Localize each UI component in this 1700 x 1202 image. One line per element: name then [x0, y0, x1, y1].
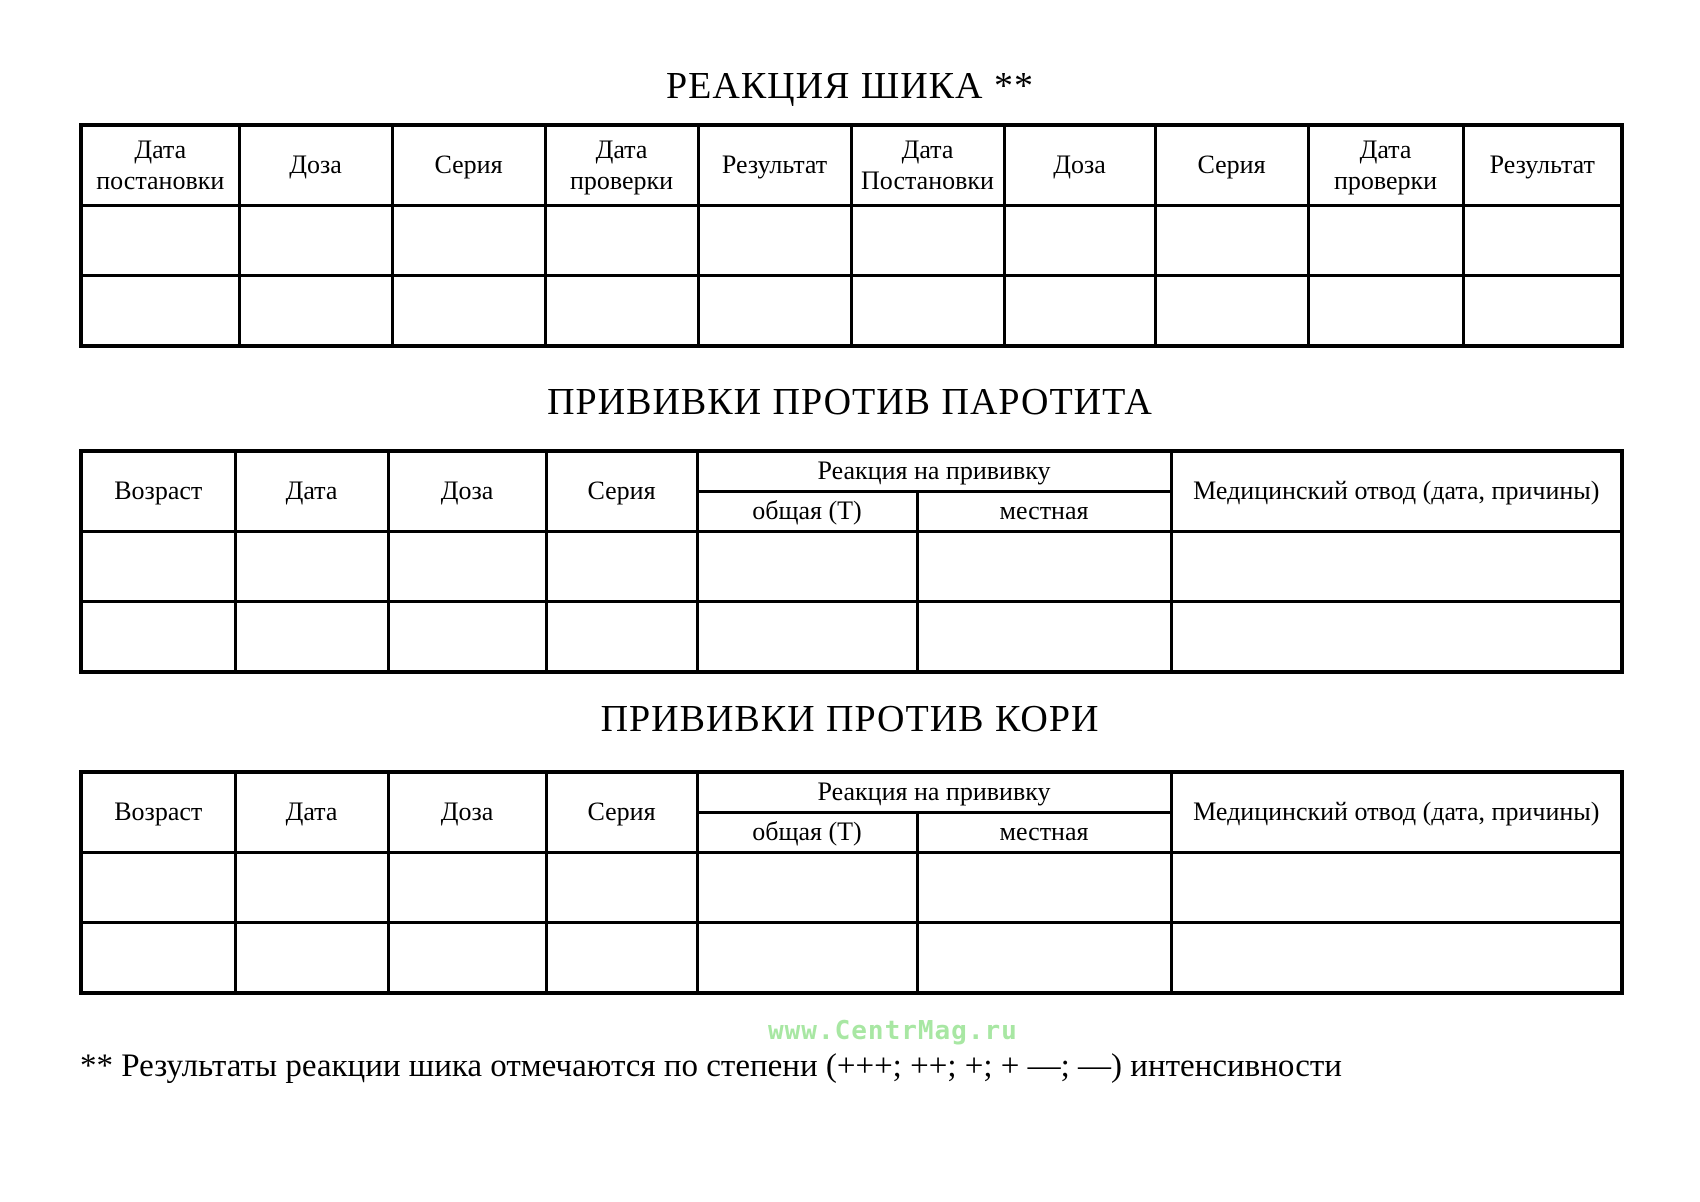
empty-cell — [392, 205, 545, 275]
empty-cell — [235, 922, 388, 993]
empty-cell — [392, 275, 545, 346]
empty-cell — [1155, 205, 1308, 275]
empty-cell — [1171, 601, 1622, 672]
shick-reaction-table — [79, 123, 1624, 348]
header-age: Возраст — [81, 772, 235, 852]
table-row — [81, 275, 1622, 346]
empty-cell — [917, 922, 1171, 993]
header-date-check-1: Дата проверки — [545, 125, 698, 205]
empty-cell — [239, 205, 392, 275]
header-reaction-group: Реакция на прививку — [697, 451, 1171, 491]
mumps-vaccination-table — [79, 449, 1624, 674]
header-date: Дата — [235, 451, 388, 531]
header-row — [81, 451, 1622, 491]
empty-cell — [1004, 275, 1155, 346]
header-reaction-local: местная — [917, 491, 1171, 531]
empty-cell — [388, 601, 546, 672]
empty-cell — [917, 852, 1171, 922]
empty-cell — [697, 531, 917, 601]
empty-cell — [851, 275, 1004, 346]
header-result-1: Результат — [698, 125, 851, 205]
empty-cell — [81, 852, 235, 922]
empty-cell — [1171, 922, 1622, 993]
empty-cell — [546, 531, 697, 601]
header-row — [81, 125, 1622, 205]
empty-cell — [81, 205, 239, 275]
empty-cell — [1155, 275, 1308, 346]
empty-cell — [697, 601, 917, 672]
measles-vaccination-table — [79, 770, 1624, 995]
empty-cell — [1308, 275, 1463, 346]
empty-cell — [81, 531, 235, 601]
empty-cell — [388, 852, 546, 922]
empty-cell — [545, 205, 698, 275]
empty-cell — [81, 275, 239, 346]
header-date-set-2: Дата Постановки — [851, 125, 1004, 205]
header-date-set-1: Дата постановки — [81, 125, 239, 205]
empty-cell — [698, 205, 851, 275]
mumps-vaccination-title: ПРИВИВКИ ПРОТИВ ПАРОТИТА — [547, 381, 1153, 423]
header-series: Серия — [546, 772, 697, 852]
header-dose-1: Доза — [239, 125, 392, 205]
empty-cell — [546, 852, 697, 922]
header-date-check-2: Дата проверки — [1308, 125, 1463, 205]
empty-cell — [81, 922, 235, 993]
empty-cell — [545, 275, 698, 346]
empty-cell — [1171, 852, 1622, 922]
header-age: Возраст — [81, 451, 235, 531]
empty-cell — [81, 601, 235, 672]
header-med-exemption: Медицинский отвод (дата, причины) — [1171, 451, 1622, 531]
header-reaction-general: общая (Т) — [697, 491, 917, 531]
empty-cell — [697, 922, 917, 993]
header-dose: Доза — [388, 772, 546, 852]
empty-cell — [1463, 205, 1622, 275]
empty-cell — [388, 531, 546, 601]
empty-cell — [1004, 205, 1155, 275]
table-row — [81, 205, 1622, 275]
table-row — [81, 852, 1622, 922]
header-series-1: Серия — [392, 125, 545, 205]
header-series-2: Серия — [1155, 125, 1308, 205]
empty-cell — [851, 205, 1004, 275]
empty-cell — [235, 601, 388, 672]
empty-cell — [388, 922, 546, 993]
table-row — [81, 922, 1622, 993]
empty-cell — [917, 601, 1171, 672]
watermark: www.CentrMag.ru — [768, 1016, 1018, 1046]
header-date: Дата — [235, 772, 388, 852]
empty-cell — [1171, 531, 1622, 601]
empty-cell — [1308, 205, 1463, 275]
table-row — [81, 531, 1622, 601]
header-series: Серия — [546, 451, 697, 531]
header-reaction-group: Реакция на прививку — [697, 772, 1171, 812]
header-dose-2: Доза — [1004, 125, 1155, 205]
header-result-2: Результат — [1463, 125, 1622, 205]
empty-cell — [698, 275, 851, 346]
empty-cell — [546, 601, 697, 672]
table-row — [81, 601, 1622, 672]
header-med-exemption: Медицинский отвод (дата, причины) — [1171, 772, 1622, 852]
empty-cell — [239, 275, 392, 346]
shick-reaction-title: РЕАКЦИЯ ШИКА ** — [666, 65, 1034, 107]
header-row — [81, 772, 1622, 812]
footnote: ** Результаты реакции шика отмечаются по степени (+++; ++; +; + —; —) интенсивности — [80, 1048, 1342, 1084]
header-reaction-local: местная — [917, 812, 1171, 852]
empty-cell — [546, 922, 697, 993]
header-dose: Доза — [388, 451, 546, 531]
measles-vaccination-title: ПРИВИВКИ ПРОТИВ КОРИ — [600, 698, 1100, 740]
empty-cell — [1463, 275, 1622, 346]
header-reaction-general: общая (Т) — [697, 812, 917, 852]
empty-cell — [697, 852, 917, 922]
empty-cell — [235, 531, 388, 601]
empty-cell — [917, 531, 1171, 601]
empty-cell — [235, 852, 388, 922]
